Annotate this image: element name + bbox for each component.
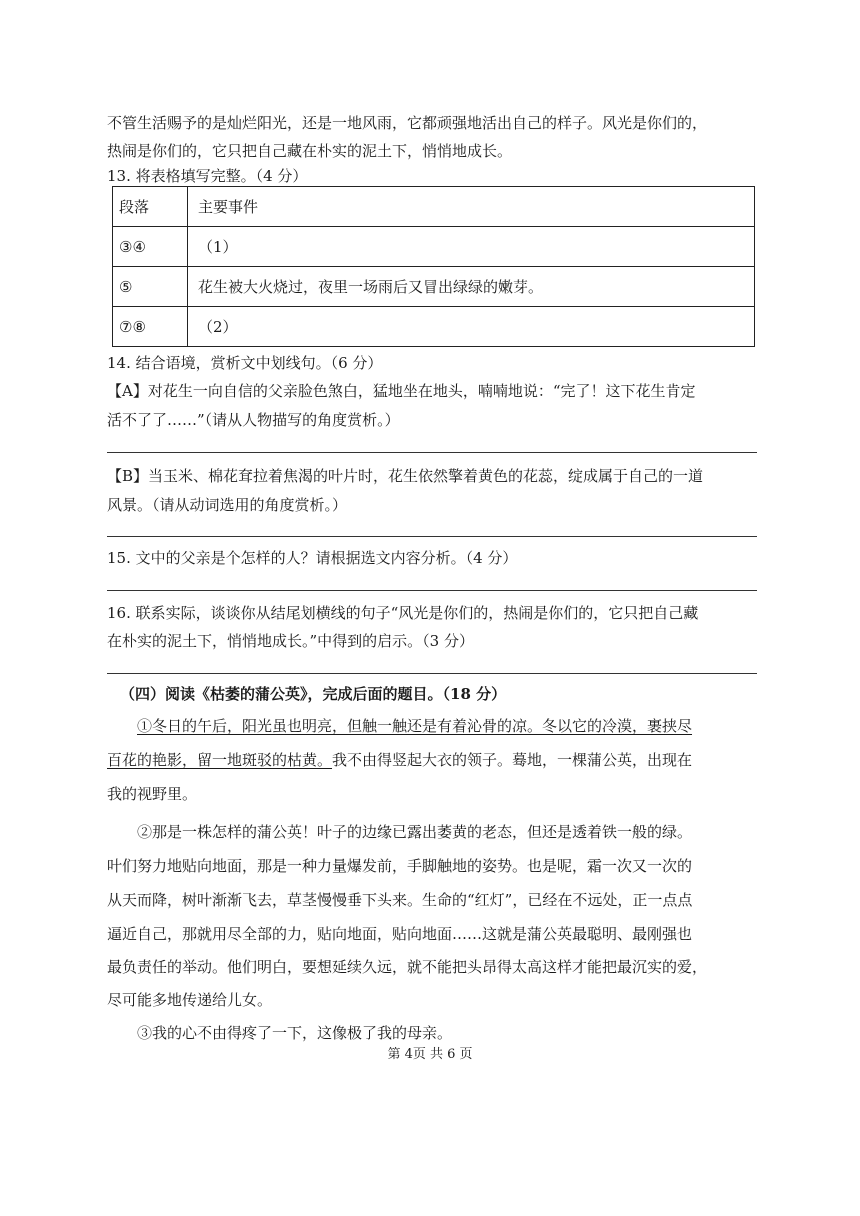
passage-p1-line-2 xyxy=(107,750,757,770)
passage-p1-line-1 xyxy=(137,716,787,736)
answer-line xyxy=(107,536,757,537)
question-13-title: 13. 将表格填写完整。（4 分） xyxy=(107,167,308,185)
question-14b-line-1: 【B】当玉米、棉花耷拉着焦渴的叶片时，花生依然擎着黄色的花蕊，绽成属于自己的一道 xyxy=(107,467,704,485)
table-cell-paragraph: ③④ xyxy=(113,227,188,267)
answer-line xyxy=(107,673,757,674)
passage-p2-line-5: 最负责任的举动。他们明白，要想延续久远，就不能把头昂得太高这样才能把最沉实的爱， xyxy=(107,958,708,976)
passage-text: 我不由得竖起大衣的领子。蓦地，一棵蒲公英，出现在 xyxy=(332,751,693,769)
question-14a-line-2: 活不了了……”（请从人物描写的角度赏析。） xyxy=(107,411,400,429)
intro-line-2: 热闹是你们的，它只把自己藏在朴实的泥土下，悄悄地成长。 xyxy=(107,142,513,160)
answer-line xyxy=(107,452,757,453)
intro-line-1: 不管生活赐予的是灿烂阳光，还是一地风雨，它都顽强地活出自己的样子。风光是你们的， xyxy=(107,114,708,132)
passage-p2-line-1: ②那是一株怎样的蒲公英！叶子的边缘已露出萎黄的老态，但还是透着铁一般的绿。 xyxy=(137,823,693,841)
passage-p2-line-6: 尽可能多地传递给儿女。 xyxy=(107,991,273,1009)
passage-p2-line-4: 逼近自己，那就用尽全部的力，贴向地面，贴向地面……这就是蒲公英最聪明、最刚强也 xyxy=(107,925,693,943)
table-row xyxy=(113,307,755,347)
underlined-sentence: 百花的艳影，留一地斑驳的枯黄。 xyxy=(107,751,333,769)
table-cell-event: （1） xyxy=(188,227,755,267)
question-14-title: 14. 结合语境，赏析文中划线句。（6 分） xyxy=(107,354,383,372)
table-cell-event: （2） xyxy=(188,307,755,347)
table-cell-event: 花生被大火烧过，夜里一场雨后又冒出绿绿的嫩芽。 xyxy=(188,267,755,307)
page-footer: 第 4页 共 6 页 xyxy=(387,1047,473,1062)
table-cell-paragraph: ⑦⑧ xyxy=(113,307,188,347)
section-4-heading: （四）阅读《枯萎的蒲公英》，完成后面的题目。（18 分） xyxy=(120,685,507,703)
table-row xyxy=(113,227,755,267)
passage-p1-line-3: 我的视野里。 xyxy=(107,785,198,803)
table-row xyxy=(113,267,755,307)
question-14a-line-1: 【A】对花生一向自信的父亲脸色煞白，猛地坐在地头，喃喃地说：“完了！这下花生肯定 xyxy=(107,382,696,400)
underlined-sentence: ①冬日的午后，阳光虽也明亮，但触一触还是有着沁骨的凉。冬以它的冷漠，裹挟尽 xyxy=(137,717,693,735)
table-header-paragraph: 段落 xyxy=(113,187,188,227)
passage-p3: ③我的心不由得疼了一下，这像极了我的母亲。 xyxy=(137,1024,453,1042)
question-16-line-2: 在朴实的泥土下，悄悄地成长。”中得到的启示。（3 分） xyxy=(107,632,474,650)
table-cell-paragraph: ⑤ xyxy=(113,267,188,307)
passage-p2-line-2: 叶们努力地贴向地面，那是一种力量爆发前，手脚触地的姿势。也是呢，霜一次又一次的 xyxy=(107,857,693,875)
passage-p2-line-3: 从天而降，树叶渐渐飞去，草茎慢慢垂下头来。生命的“红灯”，已经在不远处，正一点点 xyxy=(107,891,693,909)
table-header-event: 主要事件 xyxy=(188,187,755,227)
answer-line xyxy=(107,590,757,591)
question-14b-line-2: 风景。（请从动词选用的角度赏析。） xyxy=(107,496,348,514)
table-header-row xyxy=(113,187,755,227)
question-15-title: 15. 文中的父亲是个怎样的人？请根据选文内容分析。（4 分） xyxy=(107,549,518,567)
question-16-line-1: 16. 联系实际，谈谈你从结尾划横线的句子“风光是你们的，热闹是你们的，它只把自己藏 xyxy=(107,604,699,622)
events-table xyxy=(112,186,755,347)
